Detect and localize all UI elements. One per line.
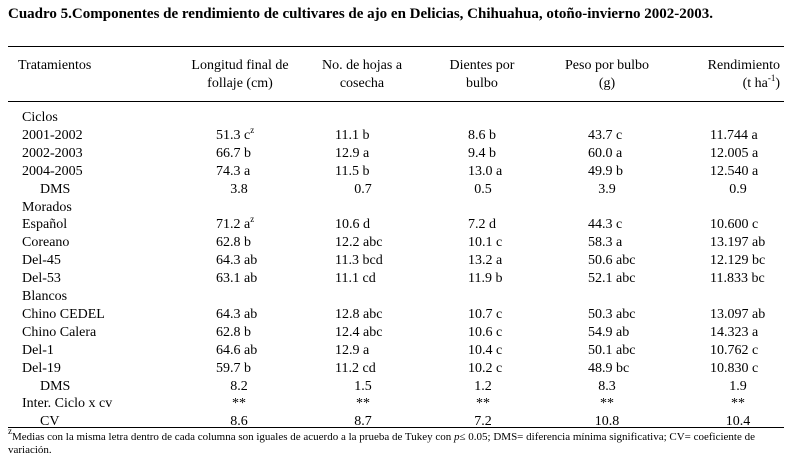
table-cell: ** [356, 396, 370, 412]
table-title: Cuadro 5.Componentes de rendimiento de cultivares de ajo en Delicias, Chihuahua, otoño-invierno 2002-2003. [8, 6, 714, 22]
section-label: Morados [22, 199, 72, 215]
table-cell: 11.744 a [710, 127, 758, 143]
table-cell: 11.9 b [468, 271, 503, 287]
table-cell: 52.1 abc [588, 271, 636, 287]
table-cell: 71.2 $a^z$ [216, 214, 255, 233]
row-label: Coreano [22, 235, 70, 251]
table-cell: ** [731, 396, 745, 412]
table-cell: 13.0 a [468, 163, 503, 179]
table-cell: ** [476, 396, 490, 412]
section-label: Blancos [22, 289, 68, 304]
table-cell: 12.129 bc [710, 253, 766, 269]
header-tratamientos: Tratamientos [18, 58, 92, 73]
footnote-text-post: ≤ 0.05; DMS= diferencia mínima significativa; CV= coeficiente de variación. [8, 431, 756, 456]
table-cell: 12.8 abc [335, 306, 383, 322]
table-cell: 7.2 [474, 414, 492, 430]
table-cell: ** [600, 396, 614, 412]
table-cell: 10.762 c [710, 342, 759, 358]
row-label: Del-1 [22, 342, 54, 358]
table-cell: 49.9 b [588, 163, 623, 179]
row-label: DMS [40, 181, 71, 197]
footnote [8, 426, 788, 457]
table-cell: 10.4 [725, 414, 751, 430]
table-cell: 64.3 ab [216, 253, 258, 269]
table-cell: 8.6 [230, 414, 248, 430]
row-label: CV [40, 414, 60, 430]
footnote-text-pre: Medias con la misma letra dentro de cada columna son iguales de acuerdo a la prueba de Tukey con [12, 431, 454, 443]
table-cell: 8.3 [598, 378, 616, 394]
table-cell: 1.9 [729, 378, 747, 394]
section-label: Ciclos [22, 110, 58, 125]
row-label: 2002-2003 [22, 145, 83, 161]
table-cell: 10.830 c [710, 360, 759, 376]
table-cell: 12.540 a [710, 163, 759, 179]
table-cell: 10.2 c [468, 360, 503, 376]
table-cell: 51.3 $c^z$ [216, 124, 255, 143]
table-cell: 74.3 a [216, 163, 251, 179]
table-cell: 11.2 cd [335, 360, 376, 376]
table-cell: 66.7 b [216, 145, 251, 161]
table-cell: 10.1 c [468, 235, 503, 251]
table-cell: 13.197 ab [710, 235, 766, 251]
table-cell: ** [232, 396, 246, 412]
table-cell: 0.5 [474, 181, 492, 197]
table-cell: 10.600 c [710, 217, 759, 233]
table-cell: 12.9 a [335, 145, 370, 161]
table-cell: 44.3 c [588, 217, 623, 233]
table-cell: 12.4 abc [335, 324, 383, 340]
row-label: 2001-2002 [22, 127, 83, 143]
table-cell: 0.9 [729, 181, 747, 197]
table-cell: 12.9 a [335, 342, 370, 358]
row-label: 2004-2005 [22, 163, 83, 179]
header-dientes: Dientes por bulbo [449, 58, 515, 91]
table-cell: 12.2 abc [335, 235, 383, 251]
row-label: Chino Calera [22, 324, 97, 340]
bottom-rule [8, 427, 784, 428]
table-cell: 64.6 ab [216, 342, 258, 358]
table-cell: 12.005 a [710, 145, 759, 161]
table-cell: 50.6 abc [588, 253, 636, 269]
table-cell: 10.6 c [468, 324, 503, 340]
table-cell: 54.9 ab [588, 324, 630, 340]
table-cell: 1.5 [354, 378, 372, 394]
footnote-marker: z [8, 426, 12, 436]
row-label: Chino CEDEL [22, 306, 105, 322]
row-label: Del-53 [22, 271, 61, 287]
table-cell: 59.7 b [216, 360, 251, 376]
table-cell: 9.4 b [468, 145, 496, 161]
table-cell: 11.3 bcd [335, 253, 383, 269]
table-cell: 11.1 cd [335, 271, 376, 287]
table-cell: 63.1 ab [216, 271, 258, 287]
header-peso: Peso por bulbo (g) [565, 58, 649, 91]
superscript-marker: z [250, 214, 255, 225]
row-label: DMS [40, 378, 71, 394]
table-cell: 62.8 b [216, 324, 251, 340]
table-cell: 50.1 abc [588, 342, 636, 358]
table-cell: 3.8 [230, 181, 248, 197]
table-cell: 11.5 b [335, 163, 370, 179]
table-cell: 8.6 b [468, 127, 496, 143]
table-cell: 10.6 d [335, 217, 370, 233]
table-cell: 0.7 [354, 181, 372, 197]
row-label: Español [22, 217, 68, 233]
header-rule [8, 101, 784, 102]
table-cell: 13.2 a [468, 253, 503, 269]
table-cell: 48.9 bc [588, 360, 630, 376]
table-cell: 14.323 a [710, 324, 759, 340]
table-cell: 43.7 c [588, 127, 623, 143]
table-cell: 58.3 a [588, 235, 623, 251]
table-cell: 3.9 [598, 181, 616, 197]
row-label: Del-19 [22, 360, 61, 376]
table-cell: 11.1 b [335, 127, 370, 143]
superscript-marker: z [250, 124, 255, 135]
table-cell: 1.2 [474, 378, 492, 394]
table-cell: 13.097 ab [710, 306, 766, 322]
table-cell: 60.0 a [588, 145, 623, 161]
top-rule [8, 46, 784, 47]
footnote-p-symbol: p [454, 431, 460, 443]
header-hojas: No. de hojas a cosecha [321, 58, 403, 91]
table-cell: 64.3 ab [216, 306, 258, 322]
table-cell: 10.4 c [468, 342, 503, 358]
table-cell: 10.7 c [468, 306, 503, 322]
table-cell: 8.7 [354, 414, 372, 430]
row-label: Inter. Ciclo x cv [22, 396, 113, 412]
table-cell: 62.8 b [216, 235, 251, 251]
table-cell: 10.8 [594, 414, 620, 430]
table-cell: 11.833 bc [710, 271, 765, 287]
table-cell: 7.2 d [468, 217, 496, 233]
table-cell: 50.3 abc [588, 306, 636, 322]
header-rendimiento: Rendimiento (t $ha^{-1}$) [707, 58, 780, 91]
header-longitud: Longitud final de follaje (cm) [191, 58, 289, 91]
table-cell: 8.2 [230, 378, 248, 394]
row-label: Del-45 [22, 253, 61, 269]
